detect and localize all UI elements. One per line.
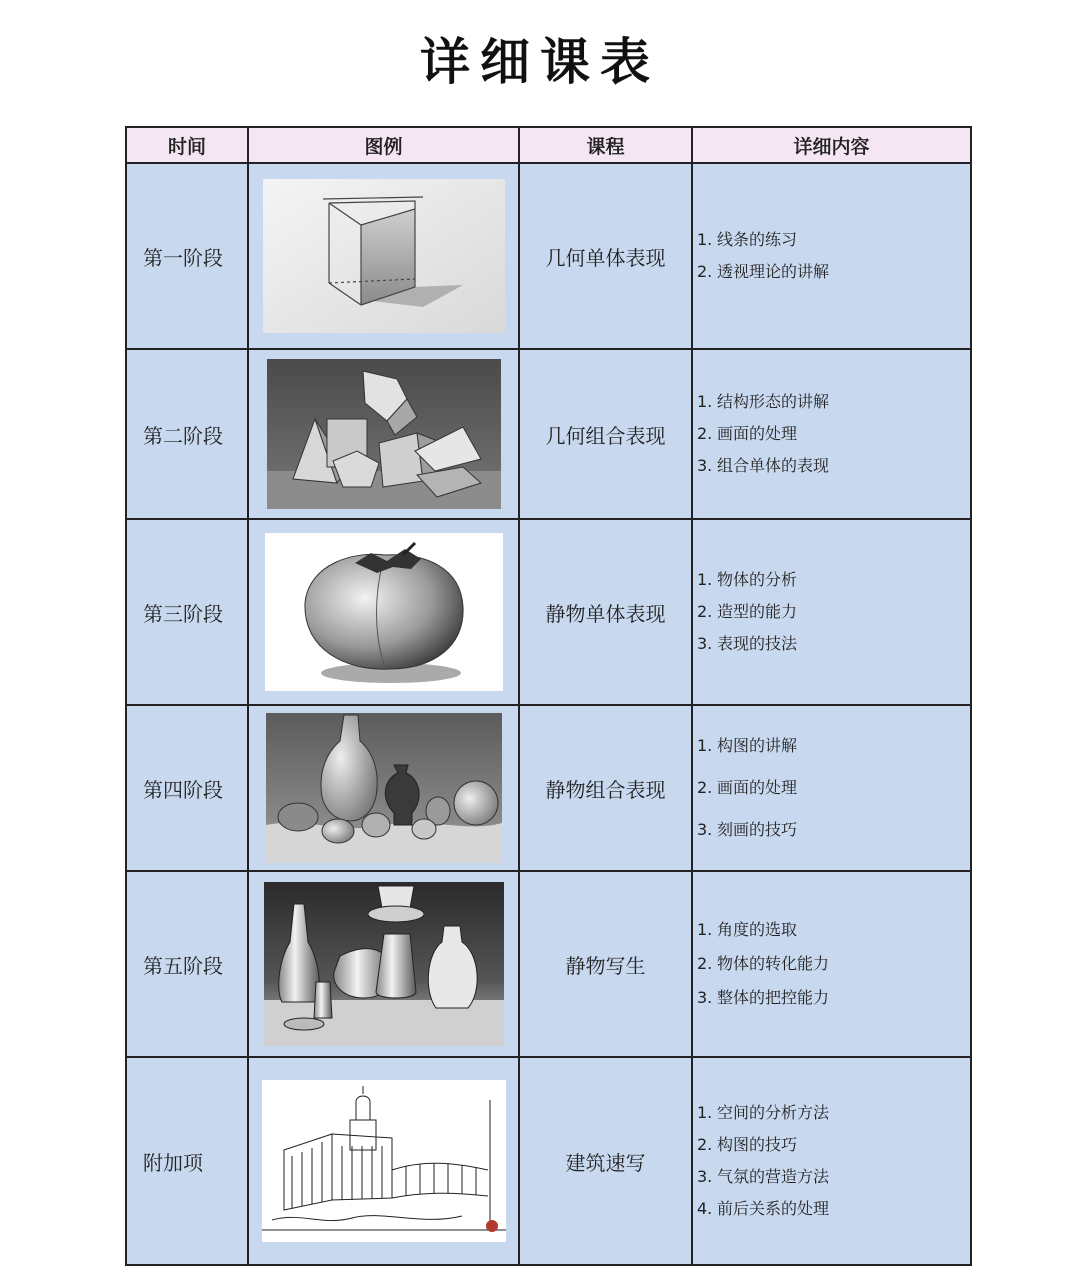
detail-cell — [692, 519, 971, 705]
header-detail: 详细内容 — [692, 127, 971, 163]
course-cell: 静物写生 — [519, 871, 692, 1057]
list-item: 3. 刻画的技巧 — [697, 820, 798, 839]
table-row — [126, 705, 971, 871]
list-item: 1. 物体的分析 — [697, 570, 798, 589]
detail-list — [697, 224, 970, 288]
header-course: 课程 — [519, 127, 692, 163]
course-cell: 几何单体表现 — [519, 163, 692, 349]
detail-cell — [692, 871, 971, 1057]
illustration-cell — [248, 871, 519, 1057]
stage-cell: 第三阶段 — [126, 519, 248, 705]
list-item: 3. 表现的技法 — [697, 634, 798, 653]
still-life-vases-image — [266, 713, 502, 863]
list-item: 2. 画面的处理 — [697, 424, 798, 443]
detail-list — [697, 1097, 970, 1225]
list-item: 3. 整体的把控能力 — [697, 988, 830, 1007]
list-item: 2. 透视理论的讲解 — [697, 262, 830, 281]
detail-cell — [692, 705, 971, 871]
illustration-cell — [248, 163, 519, 349]
list-item: 1. 角度的选取 — [697, 920, 798, 939]
course-cell: 静物单体表现 — [519, 519, 692, 705]
illustration-cell — [248, 705, 519, 871]
list-item: 2. 造型的能力 — [697, 602, 798, 621]
stage-cell: 第四阶段 — [126, 705, 248, 871]
list-item: 2. 画面的处理 — [697, 778, 798, 797]
list-item: 3. 组合单体的表现 — [697, 456, 830, 475]
header-image: 图例 — [248, 127, 519, 163]
stage-cell: 第五阶段 — [126, 871, 248, 1057]
schedule-table — [125, 126, 972, 1266]
stage-cell: 第二阶段 — [126, 349, 248, 519]
detail-cell — [692, 349, 971, 519]
course-cell: 几何组合表现 — [519, 349, 692, 519]
list-item: 3. 气氛的营造方法 — [697, 1167, 830, 1186]
table-header-row — [126, 127, 971, 163]
illustration-cell — [248, 519, 519, 705]
illustration-cell — [248, 349, 519, 519]
page-title: 详细课表 — [420, 33, 660, 91]
cube-sketch-image — [263, 179, 505, 333]
table-row — [126, 1057, 971, 1265]
geometric-group-image — [267, 359, 501, 509]
detail-cell — [692, 163, 971, 349]
detail-list — [697, 913, 970, 1015]
still-life-kettles-image — [264, 882, 504, 1046]
detail-list — [697, 725, 970, 851]
list-item: 4. 前后关系的处理 — [697, 1199, 830, 1218]
stage-cell: 第一阶段 — [126, 163, 248, 349]
table-row — [126, 349, 971, 519]
course-cell: 建筑速写 — [519, 1057, 692, 1265]
table-row — [126, 519, 971, 705]
list-item: 2. 物体的转化能力 — [697, 954, 830, 973]
table-row — [126, 871, 971, 1057]
detail-list — [697, 564, 970, 660]
list-item: 1. 结构形态的讲解 — [697, 392, 830, 411]
header-time: 时间 — [126, 127, 248, 163]
architecture-sketch-image — [262, 1080, 506, 1242]
detail-cell — [692, 1057, 971, 1265]
list-item: 2. 构图的技巧 — [697, 1135, 798, 1154]
course-cell: 静物组合表现 — [519, 705, 692, 871]
detail-list — [697, 386, 970, 482]
list-item: 1. 空间的分析方法 — [697, 1103, 830, 1122]
table-row — [126, 163, 971, 349]
list-item: 1. 线条的练习 — [697, 230, 798, 249]
persimmon-sketch-image — [265, 533, 503, 691]
list-item: 1. 构图的讲解 — [697, 736, 798, 755]
stage-cell: 附加项 — [126, 1057, 248, 1265]
illustration-cell — [248, 1057, 519, 1265]
